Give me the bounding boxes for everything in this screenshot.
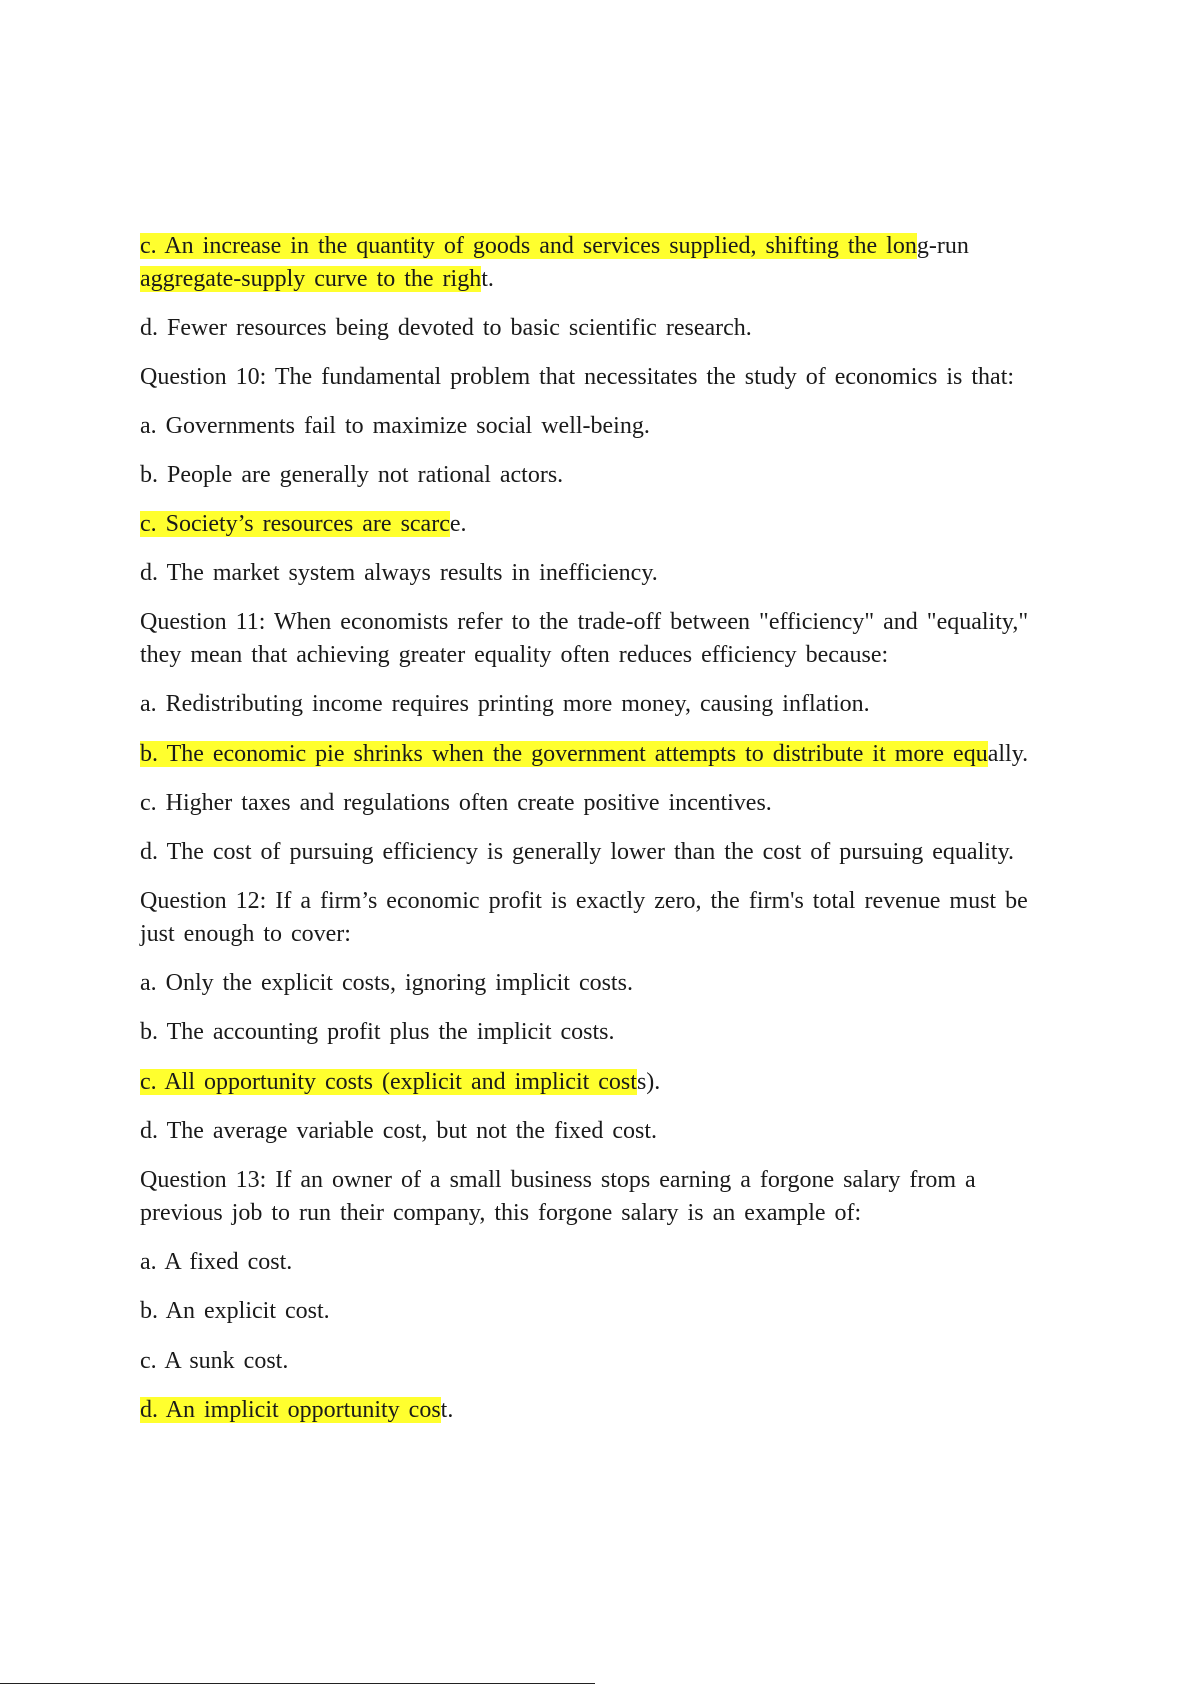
text-run: s). [636,1069,661,1095]
q9-option-c-line2 [140,263,494,296]
highlight: c. An increase in the quantity of goods and services supplied, shifting the lon [140,233,917,259]
text-run: ally. [987,741,1029,767]
q11-question-line1: Question 11: When economists refer to the trade-off between "efficiency" and "equality," [140,609,1029,635]
footer-rule [0,1683,595,1684]
q12-question-line1: Question 12: If a firm’s economic profit is exactly zero, the firm's total revenue must be [140,888,1028,914]
highlight: d. An implicit opportunity cos [140,1397,441,1423]
highlight: b. The economic pie shrinks when the government attempts to distribute it more equ [140,741,988,767]
highlight: c. All opportunity costs (explicit and implicit cost [140,1069,637,1095]
q11-option-b [140,738,1028,771]
q11-option-d: d. The cost of pursuing efficiency is generally lower than the cost of pursuing equality. [140,839,1015,865]
text-run: e. [449,511,467,537]
q12-option-a: a. Only the explicit costs, ignoring implicit costs. [140,970,633,996]
q11-question-line2: they mean that achieving greater equality often reduces efficiency because: [140,642,889,668]
q9-option-c-line1 [140,230,969,263]
q12-option-b: b. The accounting profit plus the implicit costs. [140,1019,615,1045]
q13-question-line1: Question 13: If an owner of a small business stops earning a forgone salary from a [140,1167,976,1193]
q10-option-d: d. The market system always results in inefficiency. [140,560,658,586]
q13-option-b: b. An explicit cost. [140,1298,330,1324]
q13-option-c: c. A sunk cost. [140,1348,289,1374]
q10-option-c [140,508,467,541]
q13-question-line2: previous job to run their company, this forgone salary is an example of: [140,1200,862,1226]
text-run: g-run [916,233,969,259]
q12-option-c [140,1066,660,1099]
q12-question-line2: just enough to cover: [140,921,351,947]
q10-option-b: b. People are generally not rational actors. [140,462,564,488]
q13-option-d [140,1394,453,1427]
text-run: t. [481,266,494,292]
highlight: aggregate-supply curve to the righ [140,266,482,292]
highlight: c. Society’s resources are scarc [140,511,450,537]
text-run: t. [440,1397,454,1423]
q12-option-d: d. The average variable cost, but not the fixed cost. [140,1118,658,1144]
q9-option-d: d. Fewer resources being devoted to basic scientific research. [140,315,752,341]
q10-question: Question 10: The fundamental problem that necessitates the study of economics is that: [140,364,1015,390]
q13-option-a: a. A fixed cost. [140,1249,293,1275]
q11-option-a: a. Redistributing income requires printing more money, causing inflation. [140,691,870,717]
q10-option-a: a. Governments fail to maximize social well-being. [140,413,650,439]
q11-option-c: c. Higher taxes and regulations often create positive incentives. [140,790,772,816]
